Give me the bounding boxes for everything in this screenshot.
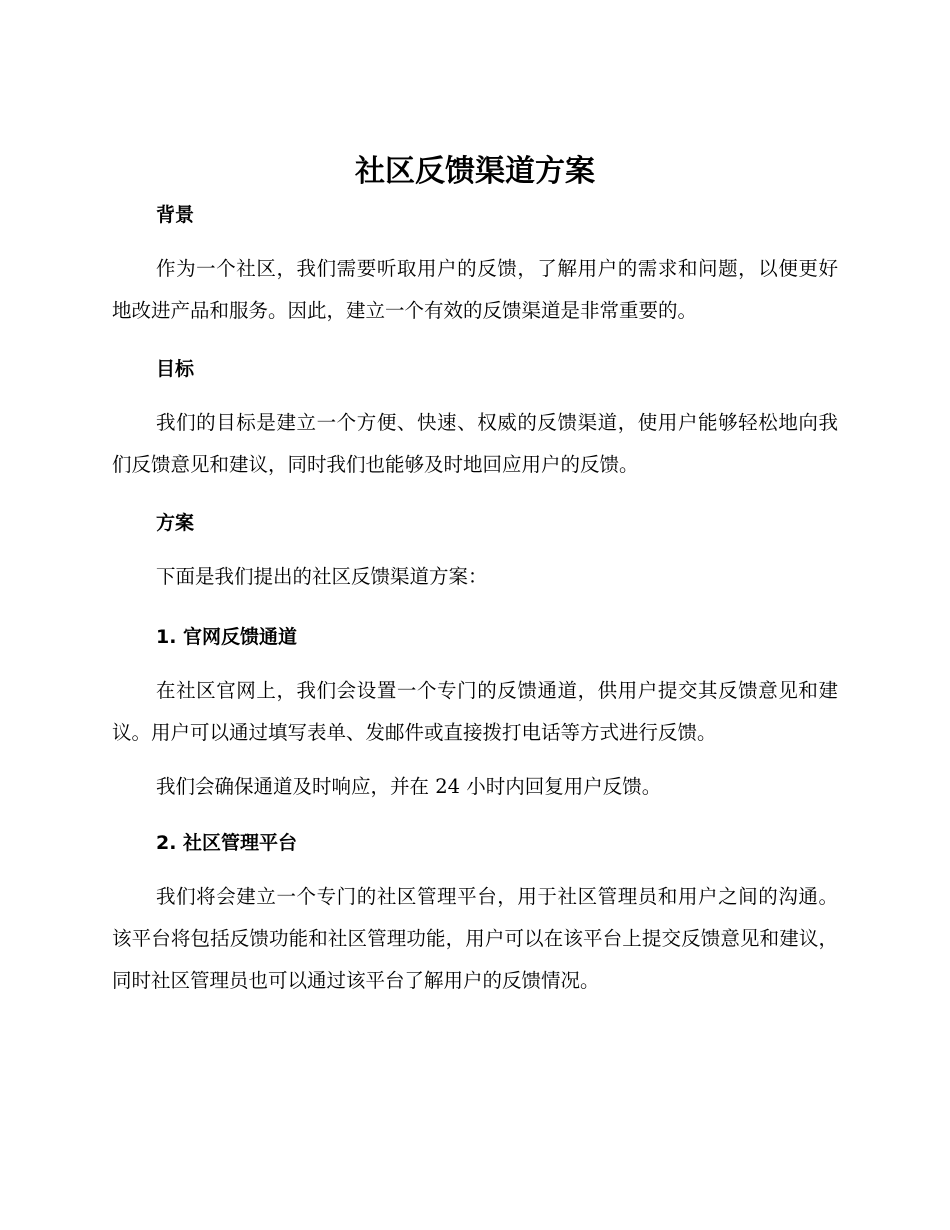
paragraph-channel-2: 我们将会建立一个专门的社区管理平台，用于社区管理员和用户之间的沟通。该平台将包括反馈功能和社区管理功能，用户可以在该平台上提交反馈意见和建议，同时社区管理员也可以通过该平台了解用户的反馈情况。 (112, 885, 838, 992)
section-heading-plan: 方案 (156, 512, 195, 534)
section-heading-channel-1: 1. 官网反馈通道 (156, 626, 298, 648)
document-title: 社区反馈渠道方案 (355, 154, 595, 189)
paragraph-background: 作为一个社区，我们需要听取用户的反馈，了解用户的需求和问题，以便更好地改进产品和服务。因此，建立一个有效的反馈渠道是非常重要的。 (112, 257, 838, 322)
paragraph-plan-intro: 下面是我们提出的社区反馈渠道方案： (156, 565, 488, 588)
paragraph-channel-1-a: 在社区官网上，我们会设置一个专门的反馈通道，供用户提交其反馈意见和建议。用户可以通过填写表单、发邮件或直接拨打电话等方式进行反馈。 (112, 679, 838, 744)
section-heading-channel-2: 2. 社区管理平台 (156, 832, 298, 854)
section-heading-background: 背景 (156, 204, 195, 226)
section-heading-goal: 目标 (156, 358, 195, 380)
paragraph-channel-1-b: 我们会确保通道及时响应，并在 24 小时内回复用户反馈。 (156, 775, 662, 798)
paragraph-goal: 我们的目标是建立一个方便、快速、权威的反馈渠道，使用户能够轻松地向我们反馈意见和建议，同时我们也能够及时地回应用户的反馈。 (112, 411, 838, 476)
